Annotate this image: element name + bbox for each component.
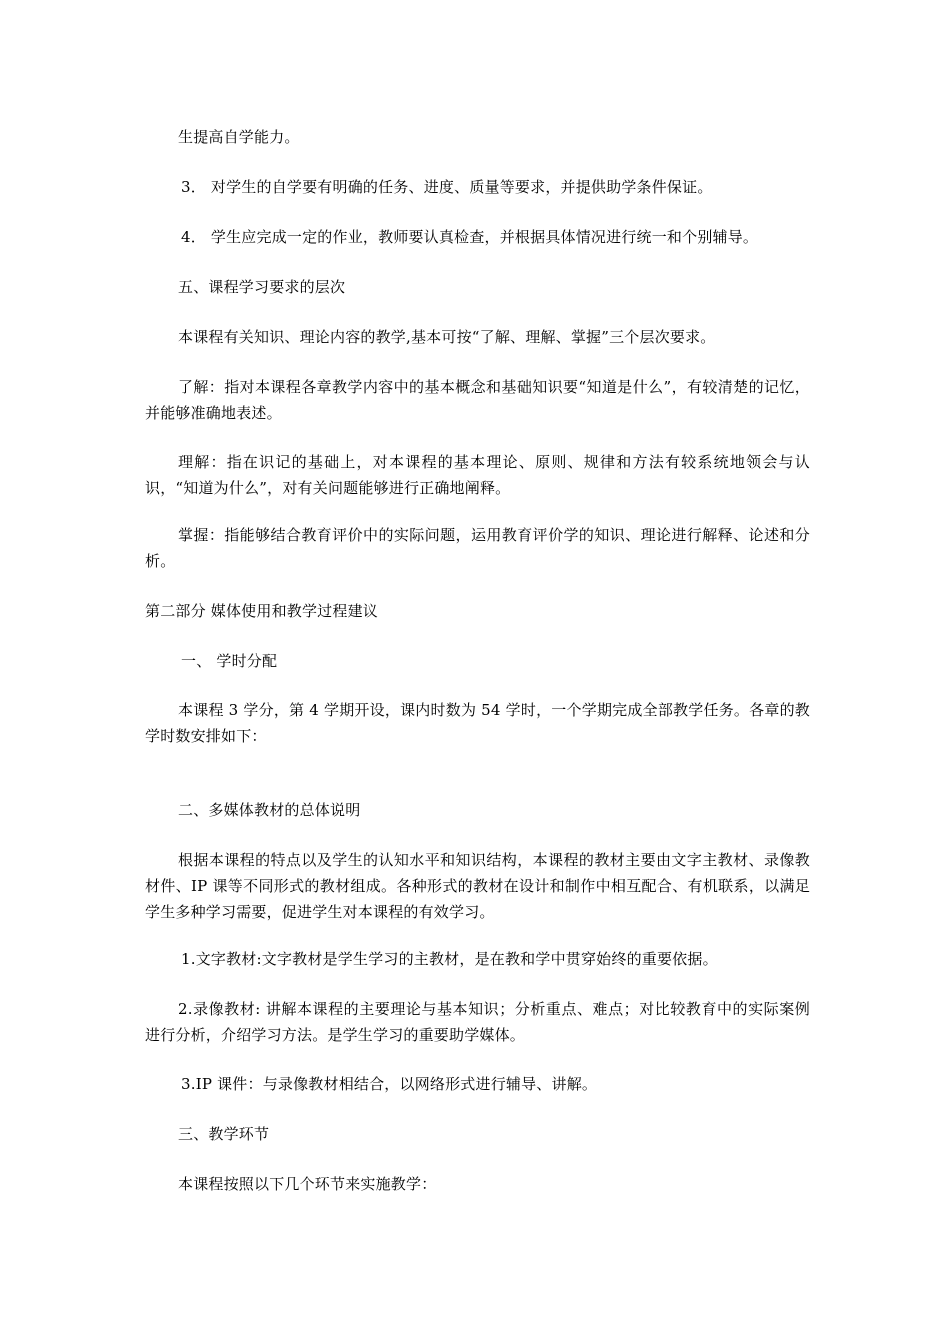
media-item-2: 2.录像教材: 讲解本课程的主要理论与基本知识；分析重点、难点；对比较教育中的实际案例进行分析，介绍学习方法。是学生学习的重要助学媒体。 bbox=[145, 1000, 810, 1044]
section-heading-3: 三、教学环节 bbox=[178, 1125, 270, 1143]
media-item-1: 1.文字教材:文字教材是学生学习的主教材，是在教和学中贯穿始终的重要依据。 bbox=[181, 950, 718, 968]
list-item-4: 4． 学生应完成一定的作业，教师要认真检查，并根据具体情况进行统一和个别辅导。 bbox=[181, 228, 759, 246]
text-line: 生提高自学能力。 bbox=[178, 128, 300, 146]
paragraph-master: 掌握：指能够结合教育评价中的实际问题，运用教育评价学的知识、理论进行解释、论述和分析。 bbox=[145, 526, 810, 570]
section-heading-2: 二、多媒体教材的总体说明 bbox=[178, 801, 361, 819]
paragraph-steps: 本课程按照以下几个环节来实施教学： bbox=[178, 1175, 437, 1193]
paragraph-know: 了解：指对本课程各章教学内容中的基本概念和基础知识要“知道是什么”，有较清楚的记忆，并能够准确地表述。 bbox=[145, 378, 810, 422]
paragraph-media: 根据本课程的特点以及学生的认知水平和知识结构，本课程的教材主要由文字主教材、录像教材件、IP 课等不同形式的教材组成。各种形式的教材在设计和制作中相互配合、有机联系，以满足学生多种学习需要，促进学生对本课程的有效学习。 bbox=[145, 851, 810, 921]
section-heading-5: 五、课程学习要求的层次 bbox=[178, 278, 346, 296]
paragraph-levels: 本课程有关知识、理论内容的教学,基本可按“了解、理解、掌握”三个层次要求。 bbox=[178, 328, 716, 346]
media-item-3: 3.IP 课件：与录像教材相结合，以网络形式进行辅导、讲解。 bbox=[181, 1075, 598, 1093]
list-item-3: 3． 对学生的自学要有明确的任务、进度、质量等要求，并提供助学条件保证。 bbox=[181, 178, 713, 196]
section-heading-1: 一、 学时分配 bbox=[181, 652, 278, 670]
part-heading-2: 第二部分 媒体使用和教学过程建议 bbox=[145, 602, 378, 620]
paragraph-understand: 理解：指在识记的基础上，对本课程的基本理论、原则、规律和方法有较系统地领会与认识，“知道为什么”，对有关问题能够进行正确地阐释。 bbox=[145, 453, 810, 497]
paragraph-hours: 本课程 3 学分，第 4 学期开设，课内时数为 54 学时，一个学期完成全部教学任务。各章的教学时数安排如下： bbox=[145, 701, 810, 745]
